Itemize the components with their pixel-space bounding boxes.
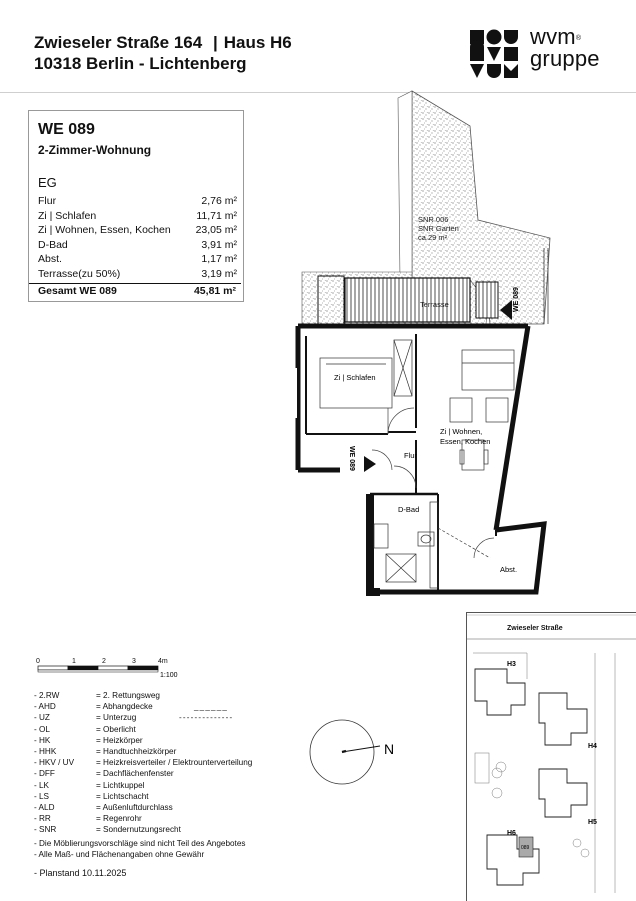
legend-row [34,690,304,701]
room-name: Abst. [38,253,62,265]
legend-line-sample: - - - - - - - - - - - - - - [179,713,232,723]
label-bath: D-Bad [398,505,420,514]
unit-info-box [28,110,244,302]
garden-label-3: ca.29 m² [418,233,448,242]
legend-desc: = Oberlicht [96,724,136,734]
room-area: 11,71 m² [196,209,237,222]
legend-row [34,824,304,835]
label-hall: Flur [404,451,417,460]
address-block [34,32,292,74]
room-name: Terrasse(zu 50%) [38,267,121,280]
room-area: 2,76 m² [201,195,237,207]
brand-logo [468,24,608,80]
legend-row [34,712,304,723]
legend-desc: = Lichtschacht [96,791,149,801]
abbreviation-legend [34,690,304,835]
legend-abbr: - LS [34,791,50,801]
legend-desc: = Lichtkuppel [96,780,145,790]
entry-arrow-icon [364,456,376,472]
room-row [38,224,237,239]
legend-abbr: - HK [34,735,51,745]
note-line: - Alle Maß- und Flächenangaben ohne Gewähr [34,850,205,859]
site-house-label: H4 [588,743,597,750]
header [0,0,636,93]
legend-desc: = Abhangdecke [96,702,153,712]
plan-date: - Planstand 10.11.2025 [34,868,127,878]
legend-desc: = Heizkreisverteiler / Elektrounterverteilung [96,758,253,768]
terrace-label: Terrasse [420,300,449,309]
site-unit-marker: 089 [521,845,530,851]
note-line: - Die Möblierungsvorschläge sind nicht Teil des Angebotes [34,839,246,848]
terrace-area [318,276,512,324]
label-living-1: Zi | Wohnen, [440,427,483,436]
room-row [38,239,237,254]
address-line-1 [34,32,292,53]
room-area: 23,05 m² [195,224,237,236]
site-street-label: Zwieseler Straße [507,625,563,632]
street: Zwieseler Straße 164 [34,33,203,52]
legend-abbr: - UZ [34,713,50,723]
legend-row [34,735,304,746]
legend-desc: = Dachflächenfenster [96,769,174,779]
site-house-label: H3 [507,661,516,668]
room-name: Zi | Schlafen [38,209,97,222]
brand-line-1: wvm [530,24,576,49]
unit-tag-north: WE 089 [513,287,520,312]
scale-ratio: 1:100 [160,672,178,679]
site-plan [466,612,636,901]
total-row [29,283,241,299]
legend-row [34,724,304,735]
room-area: 3,91 m² [201,238,237,251]
site-house-label: H5 [588,819,597,826]
scale-bar [30,655,200,685]
brand-registered: ® [575,35,582,42]
legend-desc: = Sondernutzungsrecht [96,825,181,835]
unit-type: 2-Zimmer-Wohnung [38,143,152,157]
legend-row [34,791,304,802]
room-list [38,195,237,282]
disclaimer-notes [34,838,245,860]
legend-desc: = Heizkörper [96,735,143,745]
legend-row [34,813,304,824]
north-label: N [384,741,395,757]
legend-abbr: - SNR [34,825,57,835]
total-area: 45,81 m² [193,285,236,297]
legend-abbr: - DFF [34,769,55,779]
scale-tick-label: 4m [158,658,168,665]
legend-abbr: - HHK [34,746,57,756]
site-plan-drawing [467,613,636,901]
walls [298,326,544,592]
room-row [38,253,237,268]
label-storage: Abst. [500,565,518,574]
room-row [38,268,237,283]
brand-name [530,26,600,70]
house: Haus H6 [223,33,292,52]
legend-abbr: - LK [34,780,50,790]
legend-abbr: - ALD [34,802,55,812]
legend-desc: = Regenrohr [96,814,142,824]
scale-tick-label: 0 [36,658,40,665]
address-line-2: 10318 Berlin - Lichtenberg [34,54,247,73]
room-name: Zi | Wohnen, Essen, Kochen [38,224,171,236]
unit-id: WE 089 [38,121,95,138]
floor-plan-drawing [290,88,560,600]
label-living-2: Essen, Kochen [440,437,491,446]
legend-row [34,757,304,768]
scale-tick-label: 1 [72,658,76,665]
garden-label-2: SNR Garten [418,224,459,233]
room-area: 1,17 m² [201,253,237,265]
north-compass [300,710,410,790]
scale-tick-label: 2 [102,658,106,665]
room-area: 3,19 m² [201,267,237,280]
legend-row [34,701,304,712]
legend-abbr: - HKV / UV [34,758,75,768]
unit-floor: EG [38,175,57,190]
legend-abbr: - OL [34,724,50,734]
address-separator: | [212,33,218,52]
room-name: Flur [38,195,57,207]
total-label: Gesamt WE 089 [38,285,117,297]
site-house-label: H6 [507,830,516,837]
legend-row [34,746,304,757]
logo-mark-icon [468,28,520,80]
legend-line-sample: _ _ _ _ _ _ [194,702,227,712]
legend-row [34,780,304,791]
legend-row [34,802,304,813]
scale-tick-label: 3 [132,658,136,665]
unit-tag-entry: WE 089 [348,446,355,471]
legend-desc: = Unterzug [96,713,137,723]
room-row [38,195,237,210]
legend-abbr: - 2.RW [34,691,60,700]
legend-desc: = Außenluftdurchlass [96,802,173,812]
legend-desc: = 2. Rettungsweg [96,691,160,700]
windows [296,324,495,594]
label-bedroom: Zi | Schlafen [334,373,376,382]
legend-abbr: - RR [34,814,51,824]
legend-row [34,768,304,779]
garden-label-1: SNR 006 [418,215,449,224]
room-name: D-Bad [38,238,68,251]
legend-desc: = Handtuchheizkörper [96,746,177,756]
brand-line-2: gruppe [530,46,600,71]
legend-abbr: - AHD [34,702,56,712]
room-row [38,210,237,225]
